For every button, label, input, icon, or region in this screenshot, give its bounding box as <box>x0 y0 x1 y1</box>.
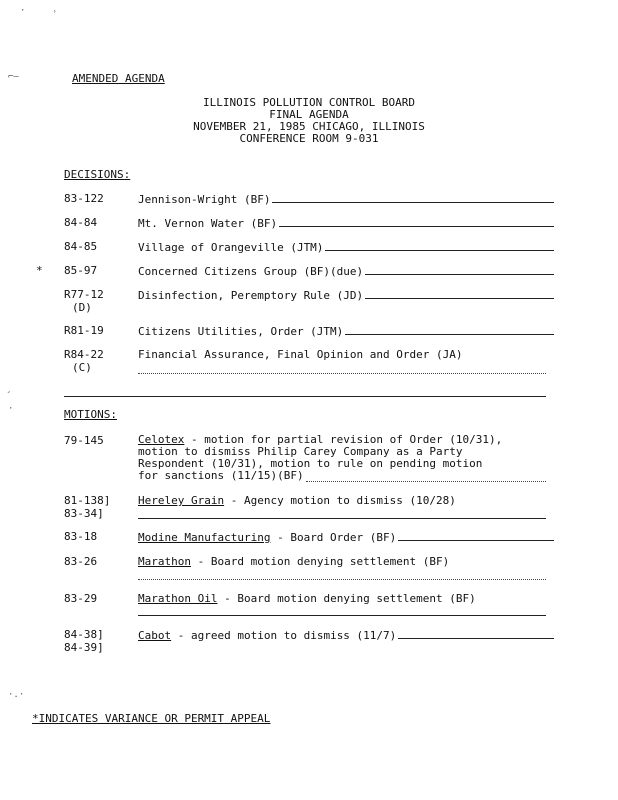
docket-number: R77-12 <box>64 288 104 301</box>
conference-room: CONFERENCE ROOM 9-031 <box>239 132 379 145</box>
footnote: *INDICATES VARIANCE OR PERMIT APPEAL <box>32 712 271 725</box>
docket-subpart: (D) <box>72 301 92 314</box>
decisions-heading: DECISIONS: <box>64 168 131 181</box>
docket-number: 83-122 <box>64 192 104 205</box>
signature-line <box>345 324 554 335</box>
scan-speck: · <box>20 6 26 16</box>
agenda-title: FINAL AGENDA <box>269 108 349 121</box>
decision-text: Concerned Citizens Group (BF)(due) <box>138 265 364 278</box>
docket-number: 83-18 <box>64 530 98 543</box>
signature-line <box>365 288 554 299</box>
scan-speck: ¸ <box>6 384 12 394</box>
motion-text: - Board motion denying settlement (BF) <box>217 592 476 605</box>
motion-text: - Board motion denying settlement (BF) <box>190 555 450 568</box>
docket-number: 84-38] <box>64 628 104 641</box>
motion-text: Respondent (10/31), motion to rule on pending motion <box>138 457 483 470</box>
date-place: NOVEMBER 21, 1985 CHICAGO, ILLINOIS <box>193 120 425 133</box>
docket-number: R81-19 <box>64 324 104 337</box>
signature-line <box>365 264 554 275</box>
motion-text: motion to dismiss Philip Carey Company as a Party <box>138 445 463 458</box>
docket-subpart: (C) <box>72 361 92 374</box>
docket-number: 84-39] <box>64 641 104 654</box>
docket-number: 83-34] <box>64 507 104 520</box>
signature-line <box>279 216 554 227</box>
docket-number: R84-22 <box>64 348 104 361</box>
decision-text: Disinfection, Peremptory Rule (JD) <box>138 289 364 302</box>
party-name: Cabot <box>138 629 172 642</box>
asterisk-marker: * <box>36 264 43 277</box>
party-name: Marathon Oil <box>138 592 218 605</box>
docket-number: 85-97 <box>64 264 98 277</box>
party-name: Marathon <box>138 555 191 568</box>
docket-number: 79-145 <box>64 434 104 447</box>
decision-text: Citizens Utilities, Order (JTM) <box>138 325 344 338</box>
dotted-line <box>138 373 546 374</box>
dotted-line <box>306 481 546 482</box>
decision-text: Village of Orangeville (JTM) <box>138 241 324 254</box>
scan-speck: ˒ <box>52 8 58 18</box>
docket-number: 83-26 <box>64 555 98 568</box>
docket-number: 84-85 <box>64 240 98 253</box>
board-title: ILLINOIS POLLUTION CONTROL BOARD <box>203 96 415 109</box>
party-name: Celotex <box>138 433 185 446</box>
scan-speck: ·.· <box>8 690 25 700</box>
scan-speck: · <box>8 404 14 414</box>
signature-line <box>138 615 546 616</box>
motion-text: - Agency motion to dismiss (10/28) <box>224 494 456 507</box>
docket-number: 83-29 <box>64 592 98 605</box>
dotted-line <box>138 579 546 580</box>
separator-line <box>64 396 546 397</box>
signature-line <box>325 240 554 251</box>
signature-line <box>398 530 554 541</box>
party-name: Modine Manufacturing <box>138 531 271 544</box>
motion-text: - Board Order (BF) <box>270 531 397 544</box>
signature-line <box>138 518 546 519</box>
scan-speck: ⌐– <box>8 72 19 82</box>
docket-number: 81-138] <box>64 494 111 507</box>
motions-heading: MOTIONS: <box>64 408 117 421</box>
motion-text: - agreed motion to dismiss (11/7) <box>171 629 397 642</box>
motion-text-block <box>138 434 502 482</box>
signature-line <box>272 192 554 203</box>
docket-number: 84-84 <box>64 216 98 229</box>
decision-text: Financial Assurance, Final Opinion and Order (JA) <box>138 348 463 361</box>
decision-text: Jennison-Wright (BF) <box>138 193 271 206</box>
signature-line <box>398 628 554 639</box>
motion-text: - motion for partial revision of Order (10/31), <box>184 433 503 446</box>
decision-text: Mt. Vernon Water (BF) <box>138 217 278 230</box>
amended-agenda-label: AMENDED AGENDA <box>72 72 165 85</box>
party-name: Hereley Grain <box>138 494 225 507</box>
motion-text: for sanctions (11/15)(BF) <box>138 469 304 482</box>
